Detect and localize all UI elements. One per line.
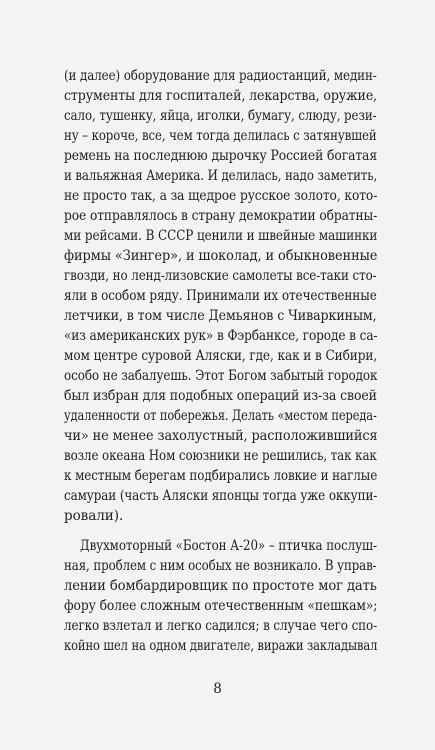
text-line: ремень на последнюю дырочку Россией богатая (64, 148, 378, 164)
text-line: (и далее) оборудование для радиостанций, медин- (64, 68, 377, 84)
text-line: сало, тушенку, яйца, иголки, бумагу, слюду, рези- (64, 108, 377, 124)
text-line: струменты для госпиталей, лекарства, оружие, (64, 88, 378, 104)
text-line: возле океана Ном союзники не решились, так как (64, 448, 377, 464)
text-line: фору более сложным отечественным «пешкам»; (64, 598, 378, 614)
text-line: самураи (часть Аляски японцы тогда уже оккупи- (64, 488, 378, 504)
text-line: гвозди, но ленд-лизовские самолеты все-таки сто- (64, 268, 377, 284)
text-line: не просто так, а за щедрое русское золото, кото- (64, 188, 378, 204)
text-line: фирмы «Зингер», и шоколад, и обыкновенные (64, 248, 378, 264)
text-line: легко взлетал и легко садился; в случае чего спо- (64, 618, 378, 634)
text-line: был избран для подобных операций из-за своей (64, 388, 377, 404)
text-line: ми рейсами. В СССР ценили и швейные машинки (64, 228, 378, 244)
text-line: ровали). (64, 508, 124, 524)
text-line: чи» не менее захолустный, расположившийся (64, 428, 378, 444)
text-line: койно шел на одном двигателе, виражи закладывал (64, 638, 378, 654)
text-line: лении бомбардировщик по простоте мог дать (64, 578, 377, 594)
text-line: мом центре суровой Аляски, где, как и в Сибири, (64, 348, 378, 364)
text-line: к местным берегам подбирались ловкие и наглые (64, 468, 378, 484)
text-line: летчики, в том числе Демьянов с Чиваркиным, (64, 308, 377, 324)
text-line: ну – короче, все, чем тогда делилась с затянувшей (64, 128, 377, 144)
text-line: рое отправлялось в страну демократии обратны- (64, 208, 378, 224)
page-number: 8 (213, 681, 222, 697)
text-line: особо не забалуешь. Этот Богом забытый городок (64, 368, 378, 384)
text-line: «из американских рук» в Фэрбанксе, городе в са- (64, 328, 378, 344)
text-line: удаленности от побережья. Делать «местом переда- (64, 408, 377, 424)
text-line: и вальяжная Америка. И делилась, надо заметить, (64, 168, 378, 184)
text-line: ная, проблем с ним особых не возникало. В управ- (64, 558, 377, 574)
text-line: яли в особом ряду. Принимали их отечественные (64, 288, 377, 304)
text-line: Двухмоторный «Бостон А-20» – птичка послуш- (80, 538, 377, 554)
